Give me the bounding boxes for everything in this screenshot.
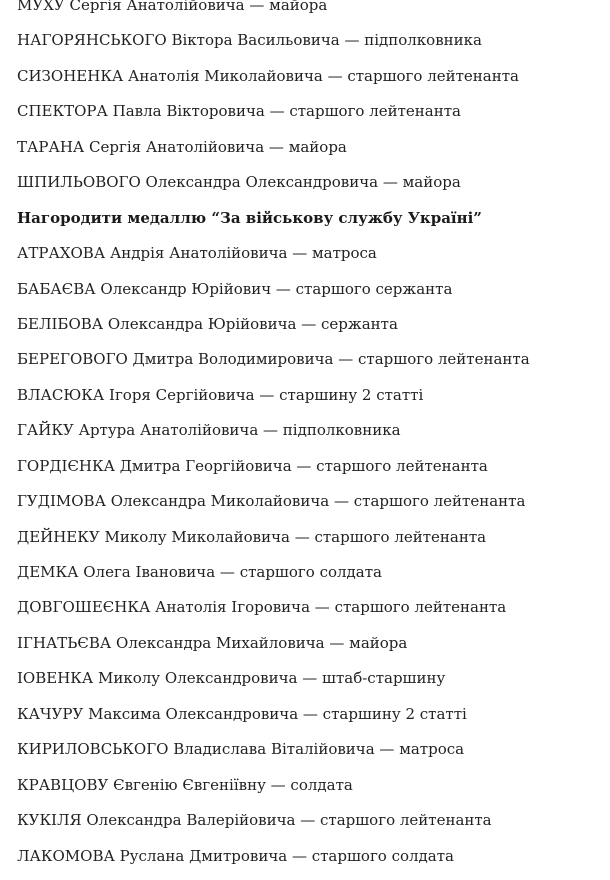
list-item: БАБАЄВА Олександр Юрійович — старшого сержанта	[17, 279, 453, 298]
list-item: ГУДІМОВА Олександра Миколайовича — старшого лейтенанта	[17, 492, 526, 511]
list-item: ШПИЛЬОВОГО Олександра Олександровича — майора	[17, 173, 461, 192]
list-item: ГАЙКУ Артура Анатолійовича — підполковника	[17, 421, 401, 440]
award-list-document	[17, 0, 602, 880]
list-item: КУКІЛЯ Олександра Валерійовича — старшого лейтенанта	[17, 811, 492, 830]
list-item: ГОРДІЄНКА Дмитра Георгійовича — старшого лейтенанта	[17, 456, 488, 475]
list-item: АТРАХОВА Андрія Анатолійовича — матроса	[17, 244, 377, 263]
list-item: ДОВГОШЕЄНКА Анатолія Ігоровича — старшого лейтенанта	[17, 598, 507, 617]
list-item: ВЛАСЮКА Ігоря Сергійовича — старшину 2 статті	[17, 385, 424, 404]
list-item: БЕРЕГОВОГО Дмитра Володимировича — старшого лейтенанта	[17, 350, 530, 369]
list-item: МУХУ Сергія Анатолійовича — майора	[17, 0, 328, 14]
list-item: СПЕКТОРА Павла Вікторовича — старшого лейтенанта	[17, 102, 461, 121]
list-item: ТАРАНА Сергія Анатолійовича — майора	[17, 137, 347, 156]
list-item: КРАВЦОВУ Євгенію Євгеніївну — солдата	[17, 775, 353, 794]
list-item: НАГОРЯНСЬКОГО Віктора Васильовича — підполковника	[17, 31, 482, 50]
list-item: ДЕМКА Олега Івановича — старшого солдата	[17, 563, 382, 581]
list-item: БЕЛІБОВА Олександра Юрійовича — сержанта	[17, 314, 398, 333]
list-item: ДЕЙНЕКУ Миколу Миколайовича — старшого лейтенанта	[17, 527, 487, 546]
list-item: ІОВЕНКА Миколу Олександровича — штаб-старшину	[17, 669, 446, 688]
list-item: СИЗОНЕНКА Анатолія Миколайовича — старшого лейтенанта	[17, 66, 519, 85]
list-item: ІГНАТЬЄВА Олександра Михайловича — майора	[17, 633, 408, 652]
section-heading: Нагородити медаллю “За військову службу Україні”	[17, 208, 482, 227]
list-item: КАЧУРУ Максима Олександровича — старшину 2 статті	[17, 704, 467, 723]
list-item: ЛАКОМОВА Руслана Дмитровича — старшого солдата	[17, 846, 454, 865]
list-item: КИРИЛОВСЬКОГО Владислава Віталійовича — матроса	[17, 740, 465, 759]
